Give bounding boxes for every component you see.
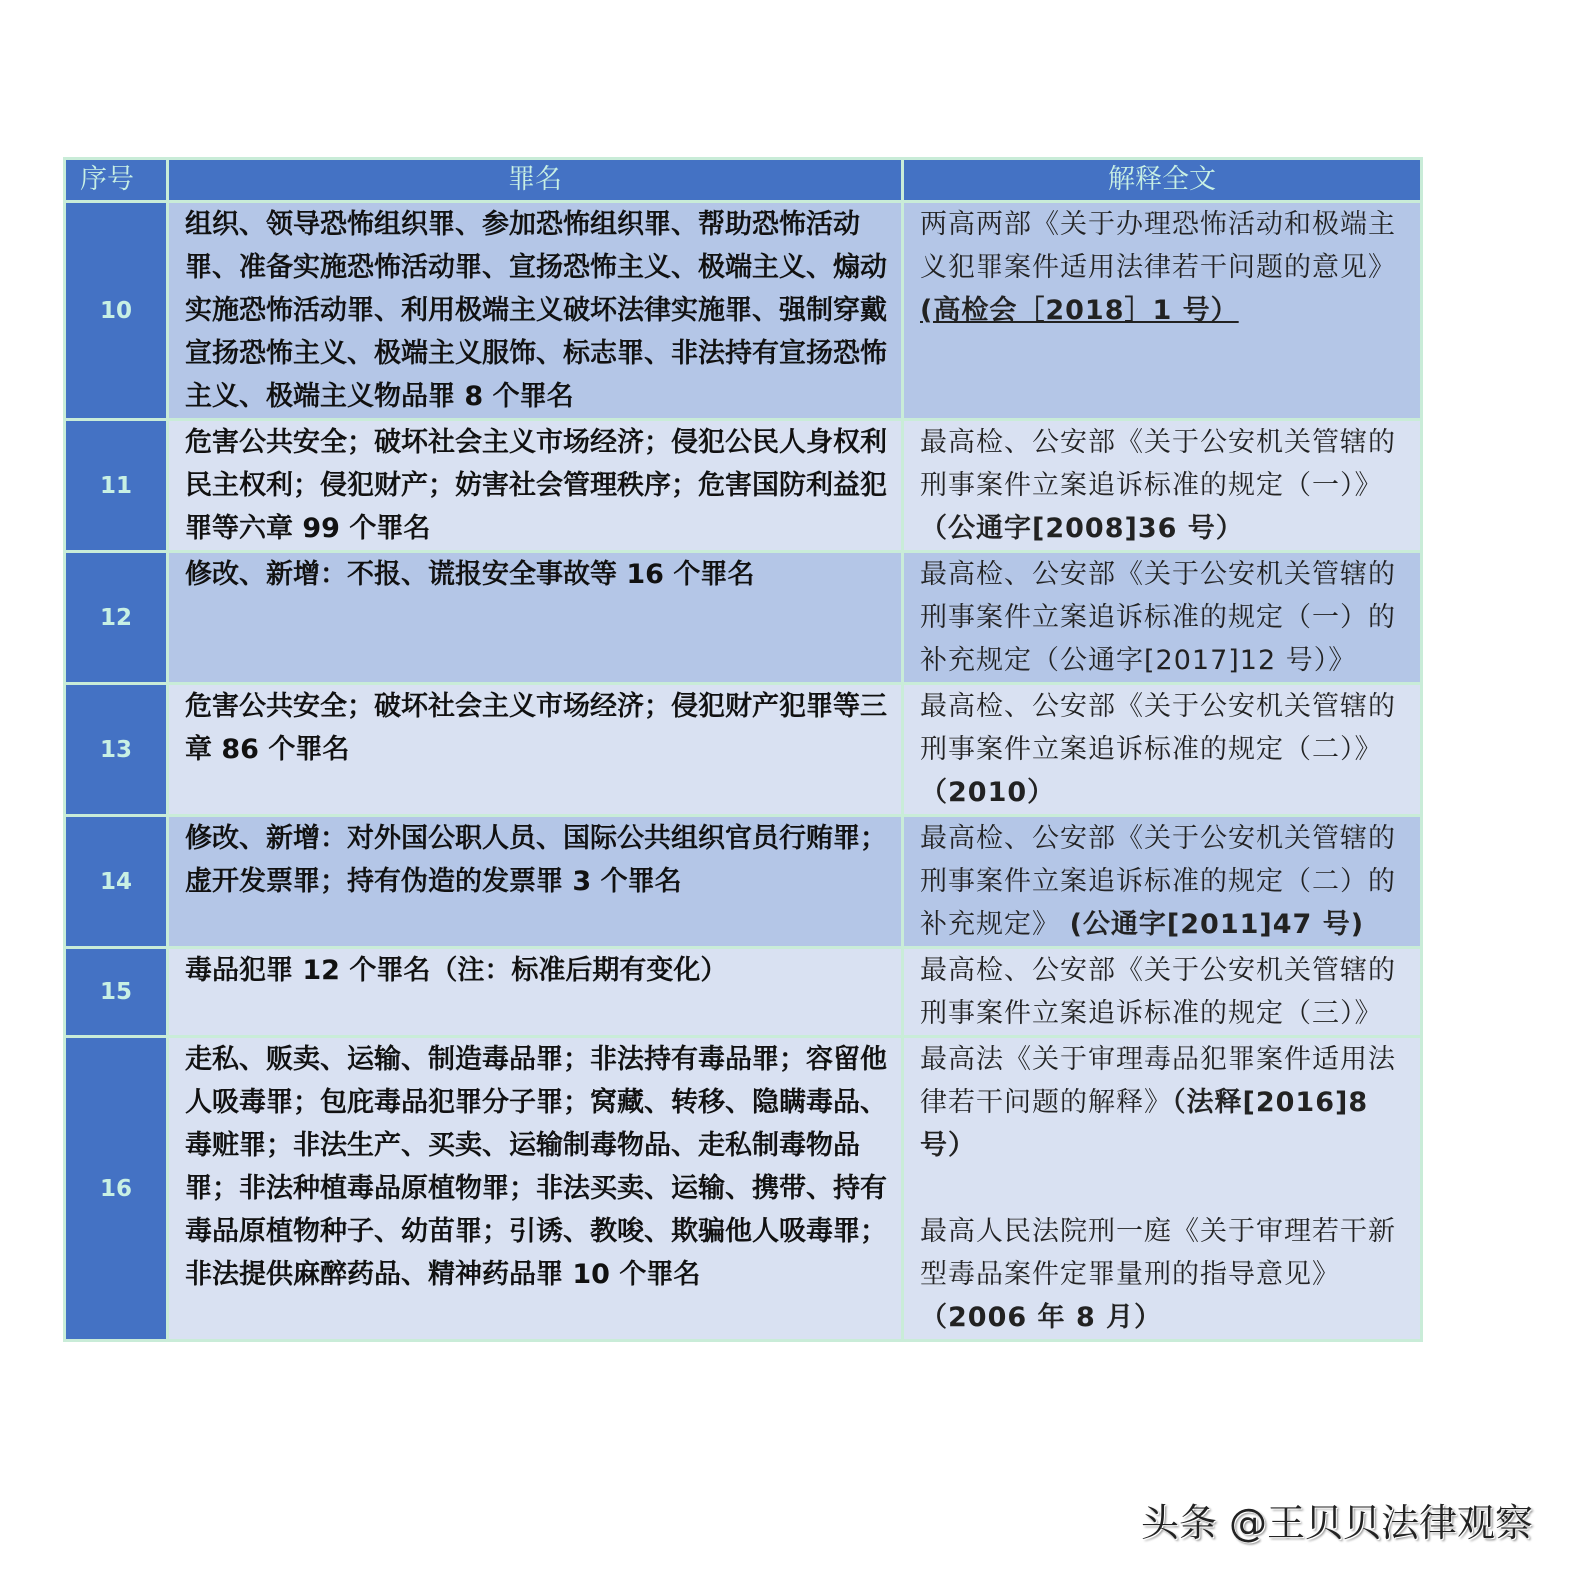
doc-reference-2: （2006 年 8 月） [920, 1302, 1163, 1333]
spacer [920, 1167, 1408, 1210]
table-row [65, 202, 1422, 420]
row-number: 12 [65, 552, 168, 684]
table-header-row [65, 159, 1422, 202]
interpretation-doc [903, 1037, 1422, 1341]
doc-reference: （公通字[2008]36 号） [920, 513, 1244, 544]
header-crime-name: 罪名 [168, 159, 903, 202]
table-row [65, 816, 1422, 948]
crime-names: 组织、领导恐怖组织罪、参加恐怖组织罪、帮助恐怖活动罪、准备实施恐怖活动罪、宣扬恐怖主义、极端主义、煽动实施恐怖活动罪、利用极端主义破坏法律实施罪、强制穿戴宣扬恐怖主义、极端主义服饰、标志罪、非法持有宣扬恐怖主义、极端主义物品罪 8 个罪名 [168, 202, 903, 420]
table-row [65, 552, 1422, 684]
crime-names: 危害公共安全；破坏社会主义市场经济；侵犯财产犯罪等三章 86 个罪名 [168, 684, 903, 816]
watermark: 头条 @王贝贝法律观察 [1140, 1501, 1533, 1545]
row-number: 10 [65, 202, 168, 420]
table-row [65, 684, 1422, 816]
doc-reference: (公通字[2011]47 号) [1069, 909, 1365, 940]
row-number: 16 [65, 1037, 168, 1341]
row-number: 14 [65, 816, 168, 948]
doc-title: 最高检、公安部《关于公安机关管辖的刑事案件立案追诉标准的规定（三）》 [920, 955, 1396, 1029]
doc-title: 最高检、公安部《关于公安机关管辖的刑事案件立案追诉标准的规定（一）的补充规定（公通字[2017]12 号）》 [920, 559, 1396, 676]
doc-title-2: 最高人民法院刑一庭《关于审理若干新型毒品案件定罪量刑的指导意见》 [920, 1216, 1396, 1290]
doc-title: 最高检、公安部《关于公安机关管辖的刑事案件立案追诉标准的规定（一）》 [920, 427, 1396, 501]
row-number: 11 [65, 420, 168, 552]
interpretation-doc [903, 684, 1422, 816]
doc-title: 两高两部《关于办理恐怖活动和极端主义犯罪案件适用法律若干问题的意见》 [920, 209, 1396, 283]
crime-names: 修改、新增：对外国公职人员、国际公共组织官员行贿罪；虚开发票罪；持有伪造的发票罪 3 个罪名 [168, 816, 903, 948]
crime-names: 危害公共安全；破坏社会主义市场经济；侵犯公民人身权利民主权利；侵犯财产；妨害社会管理秩序；危害国防利益犯罪等六章 99 个罪名 [168, 420, 903, 552]
header-full-text: 解释全文 [903, 159, 1422, 202]
table-row [65, 948, 1422, 1037]
doc-reference: (高检会［2018］1 号） [920, 295, 1239, 326]
table-row [65, 1037, 1422, 1341]
doc-reference: （2010） [920, 777, 1056, 808]
interpretation-doc [903, 202, 1422, 420]
interpretation-doc [903, 948, 1422, 1037]
interpretation-doc [903, 420, 1422, 552]
crime-standards-table [63, 157, 1420, 1342]
interpretation-doc [903, 552, 1422, 684]
doc-title: 最高法《关于审理毒品犯罪案件适用法律若干问题的解释》 [920, 1044, 1396, 1118]
crime-names: 毒品犯罪 12 个罪名（注：标准后期有变化） [168, 948, 903, 1037]
row-number: 15 [65, 948, 168, 1037]
doc-title: 最高检、公安部《关于公安机关管辖的刑事案件立案追诉标准的规定（二）的补充规定》 [920, 823, 1396, 940]
row-number: 13 [65, 684, 168, 816]
doc-reference: （法释[2016]8 号） [920, 1087, 1369, 1161]
table-row [65, 420, 1422, 552]
doc-title: 最高检、公安部《关于公安机关管辖的刑事案件立案追诉标准的规定（二）》 [920, 691, 1396, 765]
crime-names: 修改、新增：不报、谎报安全事故等 16 个罪名 [168, 552, 903, 684]
interpretation-doc [903, 816, 1422, 948]
header-serial-number: 序号 [65, 159, 168, 202]
crime-names: 走私、贩卖、运输、制造毒品罪；非法持有毒品罪；容留他人吸毒罪；包庇毒品犯罪分子罪；窝藏、转移、隐瞒毒品、毒赃罪；非法生产、买卖、运输制毒物品、走私制毒物品罪；非法种植毒品原植物罪；非法买卖、运输、携带、持有毒品原植物种子、幼苗罪；引诱、教唆、欺骗他人吸毒罪；非法提供麻醉药品、精神药品罪 10 个罪名 [168, 1037, 903, 1341]
